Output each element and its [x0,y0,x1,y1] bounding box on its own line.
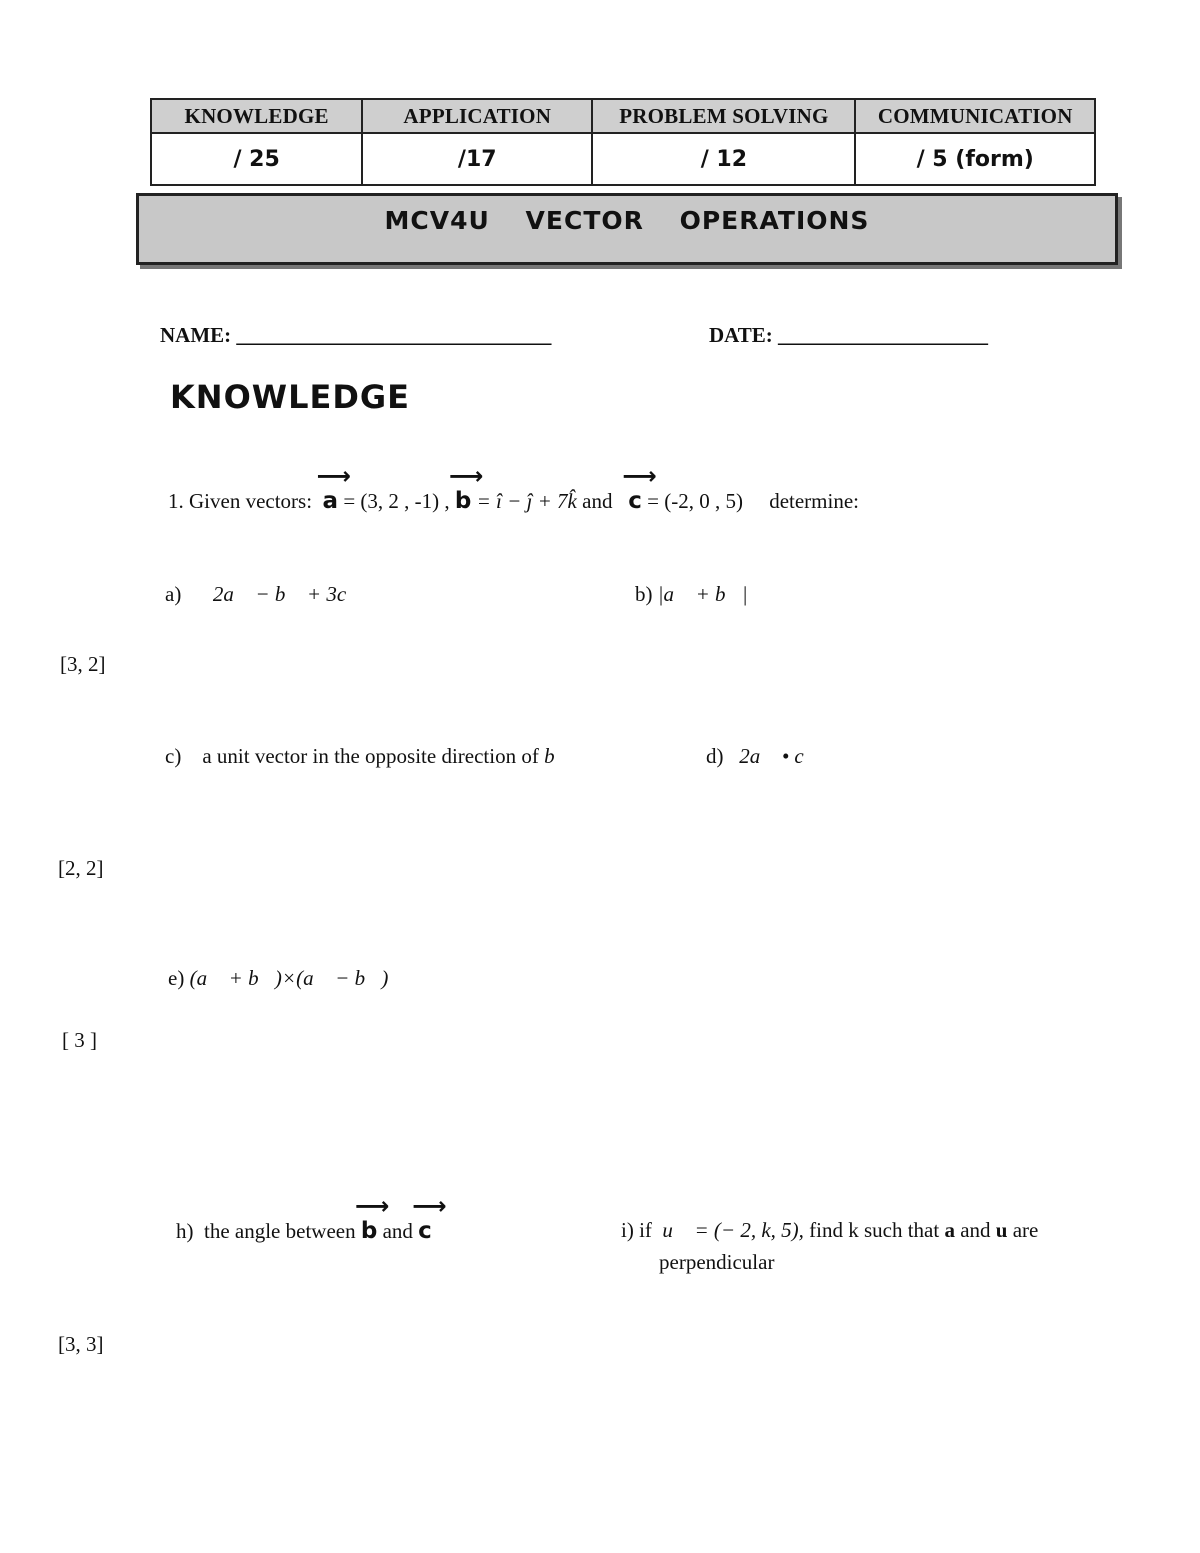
part-e-label: e) [168,966,185,990]
vector-b-value: = î − ĵ + 7k̂ [476,489,577,513]
score-application: /17 [362,133,592,185]
header-problem-solving: PROBLEM SOLVING [592,99,855,133]
part-i-text-1: find k such that [809,1218,940,1242]
part-a-expression: 2a⃗ − b⃗ + 3c⃗ [212,582,363,606]
vector-b: ⟶ b [448,462,484,514]
score-problem-solving: / 12 [592,133,855,185]
question-intro: 1. Given vectors: [168,489,313,513]
part-c [165,744,571,769]
score-knowledge: / 25 [151,133,362,185]
and-word: and [582,489,613,513]
part-h-label: h) [176,1219,194,1243]
part-c-text: a unit vector in the opposite direction of [202,744,539,768]
course-code: MCV4U [384,206,490,235]
part-h-vector-c: ⟶ c [412,1192,447,1244]
part-a [165,582,363,607]
part-i-a: a [944,1218,955,1242]
part-d-label: d) [706,744,724,768]
marks-2: [2, 2] [58,856,104,880]
name-field [160,323,551,348]
part-i-continued: perpendicular [659,1250,775,1274]
part-b [635,582,748,607]
part-h [176,1192,447,1244]
marks-4: [3, 3] [58,1332,104,1356]
part-i-text-2: are [1012,1218,1039,1242]
header-communication: COMMUNICATION [855,99,1095,133]
part-i-expression: u⃗ = (− 2, k, 5), [662,1218,804,1242]
part-e-expression: (a⃗ + b⃗)×(a⃗ − b⃗) [189,966,389,990]
part-b-expression: |a⃗ + b⃗| [657,582,748,606]
unit-title: VECTOR OPERATIONS [525,206,870,235]
part-h-and: and [382,1219,413,1243]
banner-title [139,206,1115,235]
score-communication: / 5 (form) [855,133,1095,185]
date-blank[interactable]: ____________________ [778,323,989,347]
arrow-icon: ⟶ [354,1192,390,1220]
title-banner [136,193,1118,265]
part-h-vector-b: ⟶ b [354,1192,390,1244]
vector-c: ⟶ c [622,462,657,514]
part-a-label: a) [165,582,182,606]
part-d-expression: 2a⃗ • c⃗ [739,744,821,768]
part-h-text: the angle between [204,1219,356,1243]
date-label: DATE: [709,323,773,347]
header-knowledge: KNOWLEDGE [151,99,362,133]
section-title: KNOWLEDGE [170,378,411,416]
arrow-icon: ⟶ [316,462,351,490]
vector-a: ⟶ a [316,462,351,514]
determine-word: determine: [769,489,859,513]
arrow-icon: ⟶ [448,462,484,490]
date-field [709,323,988,348]
header-application: APPLICATION [362,99,592,133]
marks-3: [ 3 ] [62,1028,97,1052]
score-table [150,98,1096,186]
name-blank[interactable]: ______________________________ [236,323,552,347]
part-b-label: b) [635,582,653,606]
marks-1: [3, 2] [60,652,106,676]
part-c-label: c) [165,744,182,768]
part-i-and: and [960,1218,991,1242]
part-c-vector: b⃗ [544,744,571,768]
part-i-label: i) if [621,1218,652,1242]
question-1 [168,462,859,514]
part-i [621,1218,1038,1243]
vector-c-value: = (-2, 0 , 5) [647,489,743,513]
name-label: NAME: [160,323,232,347]
part-d [706,744,820,769]
arrow-icon: ⟶ [622,462,657,490]
part-e [168,966,388,991]
part-i-u: u [995,1218,1008,1242]
vector-a-value: = (3, 2 , -1) , [343,489,450,513]
arrow-icon: ⟶ [412,1192,447,1220]
